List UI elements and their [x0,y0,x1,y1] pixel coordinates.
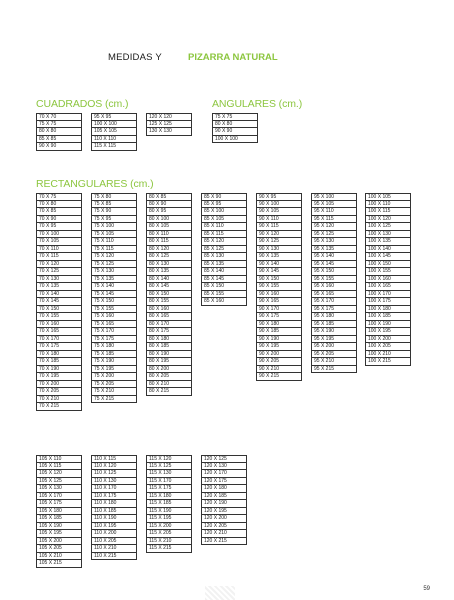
size-cell: 115 X 215 [146,545,192,553]
size-cell: 75 X 80 [91,193,137,201]
size-cell: 90 X 210 [256,366,302,374]
size-cell: 120 X 170 [201,470,247,478]
size-cell: 85 X 120 [201,238,247,246]
section-title-rectangulares: RECTANGULARES (cm.) [36,178,154,190]
size-cell: 105 X 190 [36,523,82,531]
size-cell: 70 X 215 [36,403,82,411]
size-cell: 70 X 165 [36,328,82,336]
size-cell: 90 X 95 [256,193,302,201]
size-cell: 110 X 195 [91,523,137,531]
size-cell: 95 X 105 [311,201,357,209]
size-cell: 95 X 150 [311,268,357,276]
size-cell: 70 X 175 [36,343,82,351]
size-cell: 115 X 185 [146,500,192,508]
size-cell: 105 X 110 [36,455,82,463]
size-cell: 75 X 105 [91,231,137,239]
header-left-text: MEDIDAS Y [108,52,162,63]
size-cell: 75 X 155 [91,306,137,314]
size-cell: 85 X 90 [201,193,247,201]
size-cell: 80 X 160 [146,306,192,314]
size-cell: 120 X 175 [201,478,247,486]
size-cell: 90 X 140 [256,261,302,269]
size-cell: 100 X 155 [365,268,411,276]
size-cell: 80 X 85 [146,193,192,201]
size-cell: 105 X 205 [36,545,82,553]
size-cell: 95 X 165 [311,291,357,299]
size-cell: 80 X 165 [146,313,192,321]
size-cell: 75 X 90 [91,208,137,216]
size-cell: 95 X 115 [311,216,357,224]
size-cell: 130 X 130 [146,128,192,136]
watermark [205,586,235,600]
size-cell: 70 X 200 [36,381,82,389]
size-cell: 80 X 155 [146,298,192,306]
size-cell: 100 X 200 [365,336,411,344]
size-cell: 105 X 200 [36,538,82,546]
size-cell: 95 X 110 [311,208,357,216]
size-cell: 100 X 190 [365,321,411,329]
size-cell: 80 X 135 [146,268,192,276]
size-cell: 100 X 205 [365,343,411,351]
size-cell: 95 X 205 [311,351,357,359]
size-cell: 95 X 210 [311,358,357,366]
size-cell: 90 X 130 [256,246,302,254]
size-cell: 80 X 110 [146,231,192,239]
size-cell: 120 X 120 [146,113,192,121]
rectangulares-column [36,455,82,568]
size-cell: 85 X 100 [201,208,247,216]
size-cell: 80 X 215 [146,388,192,396]
size-cell: 90 X 125 [256,238,302,246]
rectangulares-column [201,193,247,306]
size-cell: 75 X 95 [91,216,137,224]
size-cell: 120 X 205 [201,523,247,531]
size-cell: 80 X 210 [146,381,192,389]
rectangulares-column [365,193,411,366]
size-cell: 85 X 110 [201,223,247,231]
size-cell: 100 X 135 [365,238,411,246]
size-cell: 90 X 185 [256,328,302,336]
size-cell: 70 X 205 [36,388,82,396]
size-cell: 110 X 170 [91,485,137,493]
size-cell: 110 X 185 [91,508,137,516]
size-cell: 95 X 120 [311,223,357,231]
size-cell: 70 X 170 [36,336,82,344]
size-cell: 70 X 180 [36,351,82,359]
page-number: 59 [423,586,430,592]
size-cell: 80 X 95 [146,208,192,216]
size-cell: 105 X 195 [36,530,82,538]
size-cell: 110 X 125 [91,470,137,478]
size-cell: 115 X 115 [91,143,137,151]
size-cell: 125 X 125 [146,121,192,129]
size-cell: 70 X 110 [36,246,82,254]
size-cell: 100 X 120 [365,216,411,224]
size-cell: 90 X 190 [256,336,302,344]
section-title-angulares: ANGULARES (cm.) [212,98,303,110]
size-cell: 70 X 195 [36,373,82,381]
size-cell: 115 X 210 [146,538,192,546]
size-cell: 75 X 170 [91,328,137,336]
size-cell: 75 X 195 [91,366,137,374]
size-cell: 80 X 175 [146,328,192,336]
size-cell: 90 X 170 [256,306,302,314]
size-cell: 70 X 150 [36,306,82,314]
rectangulares-column [311,193,357,373]
size-cell: 105 X 185 [36,515,82,523]
size-cell: 85 X 130 [201,253,247,261]
size-cell: 115 X 125 [146,463,192,471]
size-cell: 85 X 115 [201,231,247,239]
size-cell: 110 X 130 [91,478,137,486]
size-cell: 90 X 135 [256,253,302,261]
size-cell: 70 X 100 [36,231,82,239]
size-cell: 80 X 140 [146,276,192,284]
size-cell: 85 X 125 [201,246,247,254]
size-cell: 90 X 160 [256,291,302,299]
size-cell: 75 X 140 [91,283,137,291]
size-cell: 70 X 145 [36,298,82,306]
size-cell: 85 X 155 [201,291,247,299]
size-cell: 100 X 215 [365,358,411,366]
size-cell: 70 X 155 [36,313,82,321]
size-cell: 115 X 180 [146,493,192,501]
rectangulares-column [91,455,137,560]
size-cell: 75 X 100 [91,223,137,231]
size-cell: 80 X 100 [146,216,192,224]
size-cell: 115 X 200 [146,523,192,531]
size-cell: 90 X 90 [212,128,258,136]
size-cell: 95 X 195 [311,336,357,344]
size-cell: 80 X 125 [146,253,192,261]
size-cell: 90 X 100 [256,201,302,209]
size-cell: 90 X 200 [256,351,302,359]
size-cell: 110 X 215 [91,553,137,561]
size-cell: 85 X 105 [201,216,247,224]
size-cell: 75 X 150 [91,298,137,306]
size-cell: 95 X 190 [311,328,357,336]
size-cell: 120 X 180 [201,485,247,493]
size-cell: 90 X 145 [256,268,302,276]
size-cell: 75 X 205 [91,381,137,389]
size-cell: 70 X 90 [36,216,82,224]
size-cell: 105 X 105 [91,128,137,136]
size-cell: 95 X 200 [311,343,357,351]
size-cell: 100 X 185 [365,313,411,321]
cuadrados-column-2 [91,113,137,151]
size-cell: 105 X 175 [36,500,82,508]
size-cell: 95 X 100 [311,193,357,201]
rectangulares-column [36,193,82,411]
size-cell: 75 X 115 [91,246,137,254]
size-cell: 80 X 205 [146,373,192,381]
size-cell: 85 X 85 [36,136,82,144]
size-cell: 75 X 120 [91,253,137,261]
size-cell: 75 X 180 [91,343,137,351]
size-cell: 95 X 95 [91,113,137,121]
size-cell: 100 X 110 [365,201,411,209]
size-cell: 100 X 130 [365,231,411,239]
size-cell: 70 X 105 [36,238,82,246]
size-cell: 115 X 175 [146,485,192,493]
size-cell: 115 X 120 [146,455,192,463]
size-cell: 90 X 115 [256,223,302,231]
size-cell: 70 X 70 [36,113,82,121]
size-cell: 80 X 190 [146,351,192,359]
section-title-cuadrados: CUADRADOS (cm.) [36,98,129,110]
size-cell: 85 X 135 [201,261,247,269]
size-cell: 75 X 110 [91,238,137,246]
size-cell: 75 X 215 [91,396,137,404]
size-cell: 95 X 140 [311,253,357,261]
size-cell: 115 X 205 [146,530,192,538]
size-cell: 90 X 120 [256,231,302,239]
size-cell: 95 X 145 [311,261,357,269]
size-cell: 90 X 90 [36,143,82,151]
size-cell: 75 X 185 [91,351,137,359]
size-cell: 110 X 175 [91,493,137,501]
size-cell: 70 X 125 [36,268,82,276]
size-cell: 75 X 200 [91,373,137,381]
size-cell: 105 X 180 [36,508,82,516]
size-cell: 110 X 205 [91,538,137,546]
size-cell: 75 X 175 [91,336,137,344]
size-cell: 95 X 185 [311,321,357,329]
size-cell: 70 X 160 [36,321,82,329]
size-cell: 75 X 130 [91,268,137,276]
size-cell: 70 X 80 [36,201,82,209]
size-cell: 95 X 130 [311,238,357,246]
size-cell: 90 X 165 [256,298,302,306]
size-cell: 70 X 130 [36,276,82,284]
size-cell: 80 X 195 [146,358,192,366]
size-cell: 100 X 170 [365,291,411,299]
size-cell: 80 X 150 [146,291,192,299]
size-cell: 70 X 185 [36,358,82,366]
size-cell: 85 X 95 [201,201,247,209]
size-cell: 105 X 215 [36,560,82,568]
size-cell: 80 X 170 [146,321,192,329]
size-cell: 90 X 110 [256,216,302,224]
size-cell: 105 X 125 [36,478,82,486]
size-cell: 95 X 125 [311,231,357,239]
size-cell: 70 X 140 [36,291,82,299]
size-cell: 85 X 145 [201,276,247,284]
size-cell: 70 X 95 [36,223,82,231]
angulares-column-1 [212,113,258,143]
size-cell: 90 X 205 [256,358,302,366]
size-cell: 100 X 160 [365,276,411,284]
size-cell: 80 X 105 [146,223,192,231]
cuadrados-column-1 [36,113,82,151]
size-cell: 70 X 120 [36,261,82,269]
size-cell: 75 X 160 [91,313,137,321]
size-cell: 110 X 210 [91,545,137,553]
size-cell: 95 X 170 [311,298,357,306]
size-cell: 70 X 85 [36,208,82,216]
header-right-text: PIZARRA NATURAL [188,52,278,63]
size-cell: 100 X 100 [212,136,258,144]
size-cell: 80 X 90 [146,201,192,209]
size-cell: 90 X 105 [256,208,302,216]
size-cell: 120 X 130 [201,463,247,471]
size-cell: 100 X 115 [365,208,411,216]
size-cell: 105 X 130 [36,485,82,493]
size-cell: 75 X 85 [91,201,137,209]
size-cell: 75 X 145 [91,291,137,299]
size-cell: 100 X 145 [365,253,411,261]
size-cell: 100 X 165 [365,283,411,291]
size-cell: 80 X 180 [146,336,192,344]
size-cell: 100 X 180 [365,306,411,314]
size-cell: 70 X 190 [36,366,82,374]
size-cell: 100 X 195 [365,328,411,336]
size-cell: 80 X 200 [146,366,192,374]
size-cell: 95 X 175 [311,306,357,314]
size-cell: 75 X 190 [91,358,137,366]
size-cell: 95 X 135 [311,246,357,254]
size-cell: 80 X 130 [146,261,192,269]
size-cell: 80 X 120 [146,246,192,254]
size-cell: 120 X 195 [201,508,247,516]
size-cell: 90 X 175 [256,313,302,321]
size-cell: 95 X 180 [311,313,357,321]
rectangulares-column [146,193,192,396]
size-cell: 75 X 75 [212,113,258,121]
size-cell: 110 X 110 [91,136,137,144]
size-cell: 120 X 185 [201,493,247,501]
size-cell: 80 X 145 [146,283,192,291]
size-cell: 105 X 210 [36,553,82,561]
size-cell: 100 X 125 [365,223,411,231]
size-cell: 120 X 210 [201,530,247,538]
size-cell: 75 X 125 [91,261,137,269]
size-cell: 120 X 215 [201,538,247,546]
size-cell: 75 X 165 [91,321,137,329]
rectangulares-column [201,455,247,545]
size-cell: 100 X 175 [365,298,411,306]
size-cell: 90 X 155 [256,283,302,291]
size-cell: 70 X 115 [36,253,82,261]
size-cell: 70 X 75 [36,193,82,201]
size-cell: 110 X 120 [91,463,137,471]
size-cell: 75 X 210 [91,388,137,396]
size-cell: 80 X 185 [146,343,192,351]
size-cell: 100 X 210 [365,351,411,359]
size-cell: 120 X 125 [201,455,247,463]
size-cell: 80 X 80 [212,121,258,129]
size-cell: 95 X 215 [311,366,357,374]
size-cell: 85 X 140 [201,268,247,276]
size-cell: 70 X 135 [36,283,82,291]
size-cell: 110 X 190 [91,515,137,523]
size-cell: 80 X 115 [146,238,192,246]
size-cell: 110 X 200 [91,530,137,538]
rectangulares-column [256,193,302,381]
cuadrados-column-3 [146,113,192,136]
size-cell: 70 X 210 [36,396,82,404]
size-cell: 85 X 160 [201,298,247,306]
size-cell: 120 X 190 [201,500,247,508]
size-cell: 95 X 160 [311,283,357,291]
size-cell: 100 X 105 [365,193,411,201]
size-cell: 75 X 135 [91,276,137,284]
size-cell: 85 X 150 [201,283,247,291]
size-cell: 105 X 115 [36,463,82,471]
rectangulares-column [91,193,137,403]
size-cell: 115 X 130 [146,470,192,478]
size-cell: 105 X 170 [36,493,82,501]
size-cell: 90 X 215 [256,373,302,381]
size-cell: 110 X 180 [91,500,137,508]
size-cell: 100 X 150 [365,261,411,269]
size-cell: 100 X 140 [365,246,411,254]
size-cell: 115 X 170 [146,478,192,486]
size-cell: 75 X 75 [36,121,82,129]
size-cell: 80 X 80 [36,128,82,136]
rectangulares-column [146,455,192,553]
size-cell: 115 X 195 [146,515,192,523]
size-cell: 90 X 180 [256,321,302,329]
size-cell: 115 X 190 [146,508,192,516]
size-cell: 100 X 100 [91,121,137,129]
size-cell: 120 X 200 [201,515,247,523]
size-cell: 90 X 195 [256,343,302,351]
size-cell: 90 X 150 [256,276,302,284]
size-cell: 95 X 155 [311,276,357,284]
size-cell: 110 X 115 [91,455,137,463]
size-cell: 105 X 120 [36,470,82,478]
